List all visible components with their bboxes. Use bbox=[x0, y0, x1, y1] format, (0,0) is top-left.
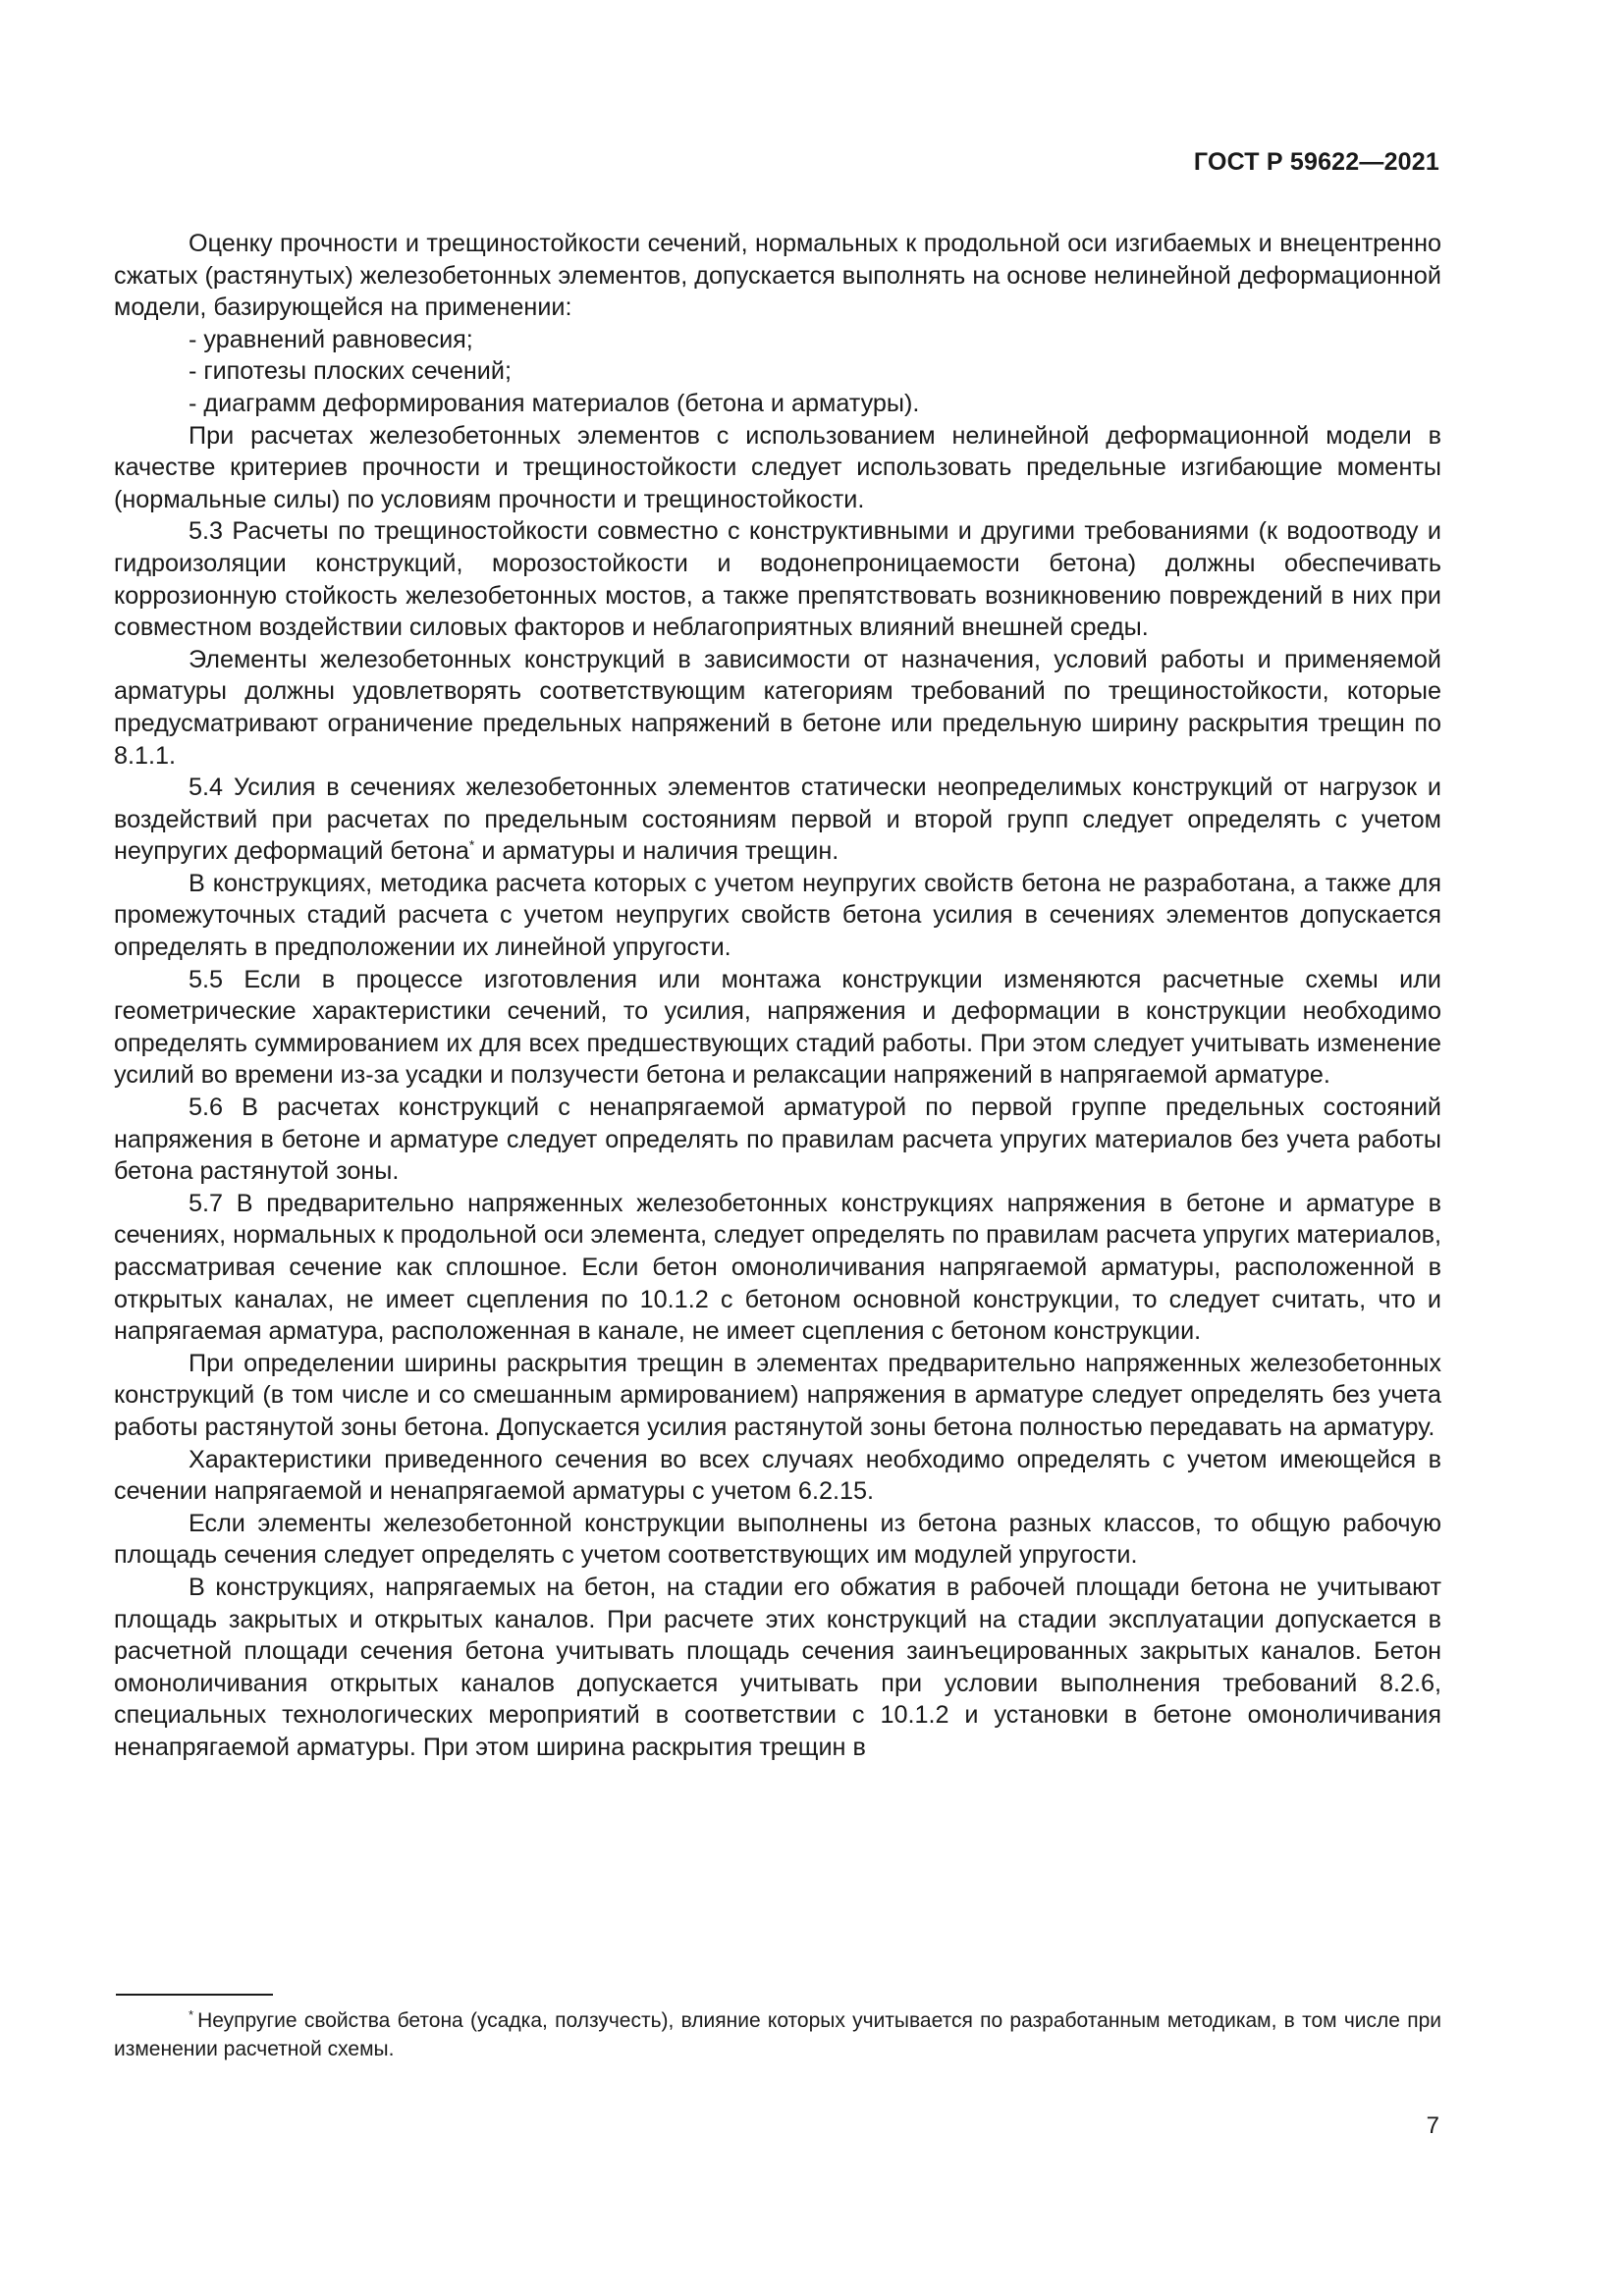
list-item: - гипотезы плоских сечений; bbox=[189, 357, 512, 386]
footnote-divider bbox=[116, 1994, 273, 1996]
list-item: - диаграмм деформирования материалов (бетона и арматуры). bbox=[189, 389, 920, 417]
body-text bbox=[114, 228, 1441, 1764]
paragraph: При расчетах железобетонных элементов с использованием нелинейной деформационной модели в качестве критериев прочности и трещиностойкости следует использовать предельные изгибающие моменты (нормальные силы) по условиям прочности и трещиностойкости. bbox=[114, 421, 1441, 513]
footnote-text bbox=[114, 2006, 1441, 2063]
paragraph-text: 5.4 Усилия в сечениях железобетонных элементов статически неопределимых конструкций от нагрузок и воздействий при расчетах по предельным состояниям первой и второй групп следует определять с учетом неупругих деформаций бетона bbox=[114, 774, 1441, 866]
page-number: 7 bbox=[1426, 2112, 1439, 2139]
paragraph-5-4 bbox=[114, 772, 1441, 868]
paragraph-5-3: 5.3 Расчеты по трещиностойкости совместно с конструктивными и другими требованиями (к водоотводу и гидроизоляции конструкций, морозостойкости и водонепроницаемости бетона) должны обеспечивать коррозионную стойкость железобетонных мостов, а также препятствовать возникновению повреждений в них при совместном воздействии силовых факторов и неблагоприятных влияний внешней среды. bbox=[114, 517, 1441, 642]
footnote-mark: * bbox=[189, 2007, 194, 2022]
paragraph: В конструкциях, напрягаемых на бетон, на стадии его обжатия в рабочей площади бетона не учитывают площадь закрытых и открытых каналов. При расчете этих конструкций на стадии эксплуатации допускается в расчетной площади сечения бетона учитывать площадь сечения заинъецированных закрытых каналов. Бетон омоноличивания открытых каналов допускается учитывать при условии выполнения требований 8.2.6, специальных технологических мероприятий в соответствии с 10.1.2 и установки в бетоне омоноличивания ненапрягаемой арматуры. При этом ширина раскрытия трещин в bbox=[114, 1573, 1441, 1761]
paragraph: Если элементы железобетонной конструкции выполнены из бетона разных классов, то общую рабочую площадь сечения следует определять с учетом соответствующих им модулей упругости. bbox=[114, 1509, 1441, 1570]
list-item: - уравнений равновесия; bbox=[189, 325, 473, 353]
paragraph-5-7: 5.7 В предварительно напряженных железобетонных конструкциях напряжения в бетоне и арматуре в сечениях, нормальных к продольной оси элемента, следует определять по правилам расчета упругих материалов, рассматривая сечение как сплошное. Если бетон омоноличивания напрягаемой арматуры, расположенной в открытых каналах, не имеет сцепления по 10.1.2 с бетоном основной конструкции, то следует считать, что и напрягаемая арматура, расположенная в канале, не имеет сцепления с бетоном конструкции. bbox=[114, 1189, 1441, 1346]
document-code-header: ГОСТ Р 59622—2021 bbox=[1193, 148, 1439, 176]
paragraph: При определении ширины раскрытия трещин в элементах предварительно напряженных железобетонных конструкций (в том числе и со смешанным армированием) напряжения в арматуре следует определять без учета работы растянутой зоны бетона. Допускается усилия растянутой зоны бетона полностью передавать на арматуру. bbox=[114, 1349, 1441, 1441]
footnote-body: Неупругие свойства бетона (усадка, ползучесть), влияние которых учитывается по разработанным методикам, в том числе при изменении расчетной схемы. bbox=[114, 2009, 1441, 2060]
paragraph-5-5: 5.5 Если в процессе изготовления или монтажа конструкции изменяются расчетные схемы или геометрические характеристики сечений, то усилия, напряжения и деформации в конструкции необходимо определять суммированием их для всех предшествующих стадий работы. При этом следует учитывать изменение усилий во времени из-за усадки и ползучести бетона и релаксации напряжений в напрягаемой арматуре. bbox=[114, 965, 1441, 1090]
paragraph: Оценку прочности и трещиностойкости сечений, нормальных к продольной оси изгибаемых и внецентренно сжатых (растянутых) железобетонных элементов, допускается выполнять на основе нелинейной деформационной модели, базирующейся на применении: bbox=[114, 230, 1441, 322]
paragraph-5-6: 5.6 В расчетах конструкций с ненапрягаемой арматурой по первой группе предельных состояний напряжения в бетоне и арматуре следует определять по правилам расчета упругих материалов без учета работы бетона растянутой зоны. bbox=[114, 1094, 1441, 1186]
footnote bbox=[114, 2006, 1441, 2063]
footnote-reference[interactable]: * bbox=[468, 836, 475, 853]
paragraph: В конструкциях, методика расчета которых с учетом неупругих свойств бетона не разработана, а также для промежуточных стадий расчета с учетом неупругих свойств бетона усилия в сечениях элементов допускается определять в предположении их линейной упругости. bbox=[114, 869, 1441, 962]
paragraph-text: и арматуры и наличия трещин. bbox=[474, 837, 839, 866]
paragraph: Характеристики приведенного сечения во всех случаях необходимо определять с учетом имеющейся в сечении напрягаемой и ненапрягаемой арматуры с учетом 6.2.15. bbox=[114, 1445, 1441, 1506]
paragraph: Элементы железобетонных конструкций в зависимости от назначения, условий работы и применяемой арматуры должны удовлетворять соответствующим категориям требований по трещиностойкости, которые предусматривают ограничение предельных напряжений в бетоне или предельную ширину раскрытия трещин по 8.1.1. bbox=[114, 645, 1441, 770]
